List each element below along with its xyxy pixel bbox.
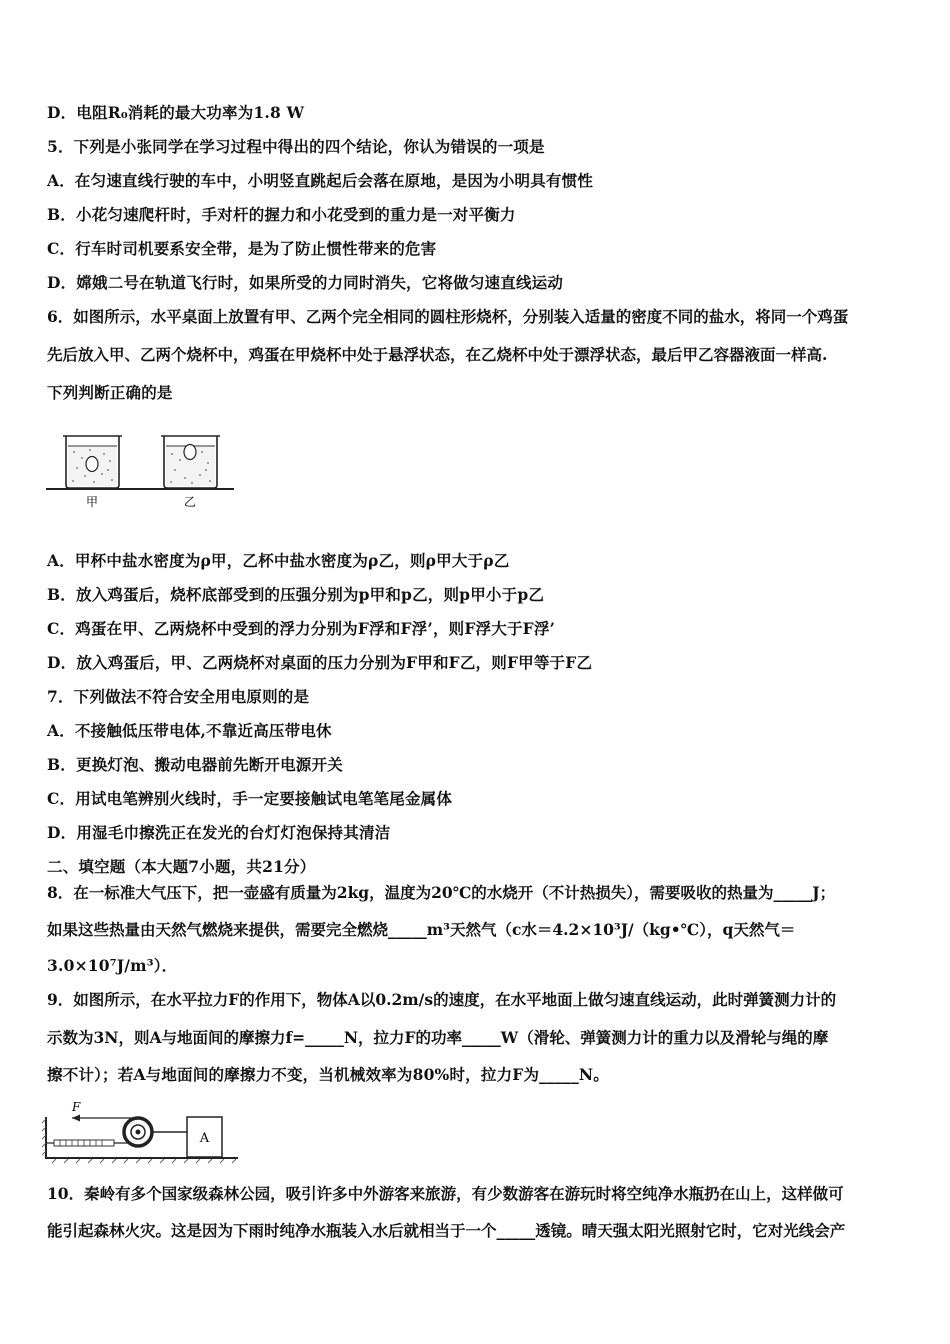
q4-option-d: D．电阻R₀消耗的最大功率为1.8 W: [47, 103, 305, 122]
q10-line1: 10．秦岭有多个国家级森林公园，吸引许多中外游客来旅游，有少数游客在游玩时将空纯净水瓶扔在山上，这样做可: [47, 1184, 844, 1203]
q5-option-a: A．在匀速直线行驶的车中，小明竖直跳起后会落在原地，是因为小明具有惯性: [47, 171, 594, 190]
beakers-figure: [44, 430, 236, 510]
q6-stem-line3: 下列判断正确的是: [47, 383, 173, 402]
q6-option-d: D．放入鸡蛋后，甲、乙两烧杯对桌面的压力分别为F甲和F乙，则F甲等于F乙: [47, 653, 593, 672]
q6-option-b: B．放入鸡蛋后，烧杯底部受到的压强分别为p甲和p乙，则p甲小于p乙: [47, 585, 545, 604]
q9-line3: 擦不计）；若A与地面间的摩擦力不变，当机械效率为80%时，拉力F为_____N。: [47, 1065, 609, 1084]
q7-option-b: B．更换灯泡、搬动电器前先断开电源开关: [47, 755, 343, 774]
q5-stem: 5．下列是小张同学在学习过程中得出的四个结论，你认为错误的一项是: [47, 137, 545, 156]
label-jia: 甲: [85, 495, 99, 509]
beaker-yi: [161, 436, 220, 488]
beaker-jia: [63, 436, 122, 488]
label-force: F: [72, 1100, 81, 1114]
q6-option-a: A．甲杯中盐水密度为ρ甲，乙杯中盐水密度为ρ乙，则ρ甲大于ρ乙: [47, 551, 510, 570]
label-yi: 乙: [183, 495, 197, 509]
q7-stem: 7．下列做法不符合安全用电原则的是: [47, 687, 310, 706]
q10-line2: 能引起森林火灾。这是因为下雨时纯净水瓶装入水后就相当于一个_____透镜。晴天强太阳光照射它时，它对光线会产: [47, 1221, 846, 1240]
q6-stem-line2: 先后放入甲、乙两个烧杯中，鸡蛋在甲烧杯中处于悬浮状态，在乙烧杯中处于漂浮状态，最后甲乙容器液面一样高.: [47, 345, 828, 364]
q8-line2: 如果这些热量由天然气燃烧来提供，需要完全燃烧_____m³天然气（c水＝4.2×10³J/（kg•℃），q天然气＝: [47, 920, 796, 939]
q9-line1: 9．如图所示，在水平拉力F的作用下，物体A以0.2m/s的速度，在水平地面上做匀速直线运动，此时弹簧测力计的: [47, 990, 837, 1009]
section-heading-fill-in: 二、填空题（本大题7小题，共21分）: [47, 857, 316, 876]
q5-option-b: B．小花匀速爬杆时，手对杆的握力和小花受到的重力是一对平衡力: [47, 205, 516, 224]
pulley-wheel: [124, 1118, 152, 1146]
q7-option-d: D．用湿毛巾擦洗正在发光的台灯灯泡保持其清洁: [47, 823, 391, 842]
q7-option-a: A．不接触低压带电体,不靠近高压带电休: [47, 721, 332, 740]
q8-line3: 3.0×10⁷J/m³）．: [47, 956, 178, 975]
q5-option-c: C．行车时司机要系安全带，是为了防止惯性带来的危害: [47, 239, 437, 258]
pulley-figure: [42, 1097, 242, 1165]
q6-option-c: C．鸡蛋在甲、乙两烧杯中受到的浮力分别为F浮和F浮’，则F浮大于F浮’: [47, 619, 556, 638]
label-block: A: [199, 1131, 210, 1146]
arrow-icon: [72, 1115, 80, 1122]
q8-line1: 8．在一标准大气压下，把一壶盛有质量为2kg，温度为20℃的水烧开（不计热损失），需要吸收的热量为_____J；: [47, 883, 836, 902]
q9-line2: 示数为3N，则A与地面间的摩擦力f=_____N，拉力F的功率_____W（滑轮、弹簧测力计的重力以及滑轮与绳的摩: [47, 1028, 829, 1047]
q5-option-d: D．嫦娥二号在轨道飞行时，如果所受的力同时消失，它将做匀速直线运动: [47, 273, 564, 292]
q6-stem-line1: 6．如图所示，水平桌面上放置有甲、乙两个完全相同的圆柱形烧杯，分别装入适量的密度不同的盐水，将同一个鸡蛋: [47, 307, 849, 326]
q7-option-c: C．用试电笔辨别火线时，手一定要接触试电笔笔尾金属体: [47, 789, 453, 808]
